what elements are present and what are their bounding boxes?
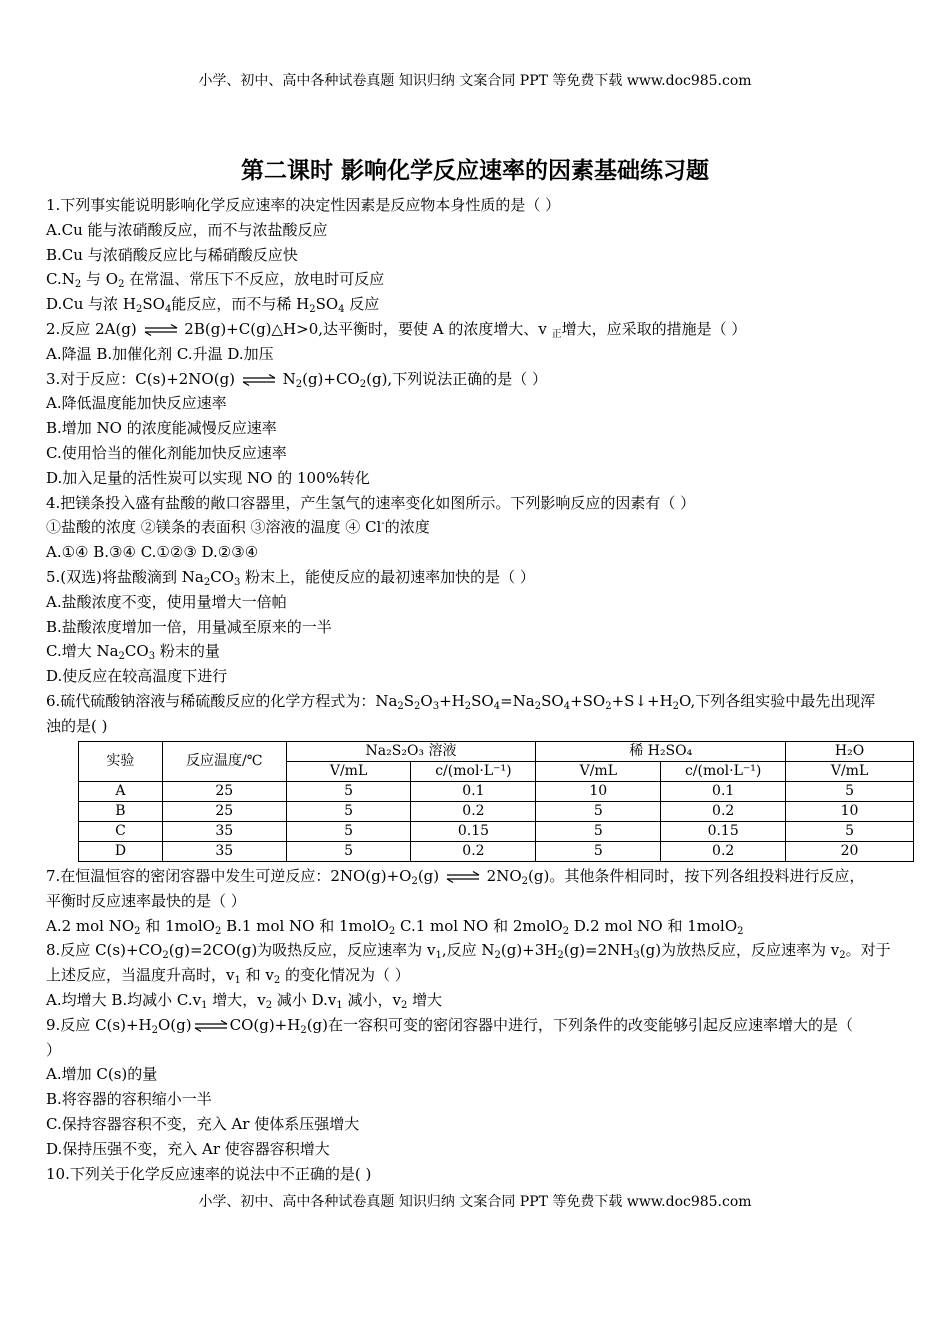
- subheader-volume: V/mL: [286, 762, 411, 782]
- text-run: =Na: [500, 691, 535, 710]
- text-run: A.①④ B.③④ C.①②③ D.②③④: [46, 543, 259, 562]
- text-run: 的变化情况为（ ）: [280, 966, 410, 985]
- text-run: A.增加 C(s)的量: [46, 1065, 158, 1084]
- subheader-concentration: c/(mol·L⁻¹): [411, 762, 536, 782]
- text-run: 6.硫代硫酸钠溶液与稀硫酸反应的化学方程式为：Na: [46, 691, 398, 710]
- q5-stem: [46, 565, 914, 590]
- text-run: +H: [439, 691, 465, 710]
- subscript: 2: [118, 279, 125, 291]
- subscript: 3: [148, 651, 156, 663]
- subscript: 2: [203, 576, 211, 588]
- cell-acid-concentration: 0.2: [661, 842, 786, 862]
- cell-acid-volume: 5: [536, 842, 661, 862]
- cell-acid-concentration: 0.15: [661, 822, 786, 842]
- cell-temperature: 25: [162, 782, 286, 802]
- text-run: (g)+CO: [302, 369, 360, 388]
- text-run: 2.反应 2A(g): [46, 319, 142, 338]
- subscript: 2: [300, 1024, 307, 1036]
- text-run: B.将容器的容积缩小一半: [46, 1090, 212, 1109]
- subscript: 2: [414, 700, 421, 712]
- cell-acid-concentration: 0.2: [661, 802, 786, 822]
- equilibrium-arrow-icon: [144, 324, 178, 336]
- subscript: 2: [136, 304, 143, 316]
- cell-temperature: 35: [162, 822, 286, 842]
- text-run: 与 O: [81, 270, 119, 289]
- experiment-table: [78, 741, 914, 862]
- text-run: 粉末的量: [155, 642, 220, 661]
- cell-water-volume: 5: [786, 822, 914, 842]
- cell-na-concentration: 0.15: [411, 822, 536, 842]
- text-run: (g)为放热反应，反应速率为 v: [639, 941, 840, 960]
- cell-experiment: A: [79, 782, 163, 802]
- cell-acid-concentration: 0.1: [661, 782, 786, 802]
- text-run: B.Cu 与浓硝酸反应比与稀硝酸反应快: [46, 245, 298, 264]
- q8-stem-2: [46, 963, 914, 988]
- q7-stem-2: [46, 889, 914, 914]
- q1-stem: [46, 193, 914, 218]
- subscript: 2: [265, 999, 273, 1011]
- subscript: 4: [563, 700, 571, 712]
- text-run: A.Cu 能与浓硝酸反应，而不与浓盐酸反应: [46, 220, 328, 239]
- q9-stem-1: [46, 1013, 914, 1038]
- text-run: SO: [142, 295, 165, 314]
- text-run: CO: [210, 567, 235, 586]
- subheader-volume: V/mL: [786, 762, 914, 782]
- subscript: 4: [338, 304, 345, 316]
- text-run: 10.下列关于化学反应速率的说法中不正确的是( ): [46, 1164, 372, 1183]
- text-run: 3.对于反应：C(s)+2NO(g): [46, 369, 240, 388]
- q1-option-c: [46, 267, 914, 292]
- text-run: 2NO: [481, 867, 522, 885]
- questions-part-1: [46, 193, 914, 739]
- q8-stem-1: [46, 938, 914, 963]
- q1-option-a: [46, 218, 914, 243]
- subscript: 2: [839, 950, 846, 962]
- cell-na-volume: 5: [286, 802, 411, 822]
- subscript: 2: [359, 378, 367, 390]
- text-run: D.Cu 与浓 H: [46, 295, 137, 314]
- q3-option-d: [46, 466, 914, 491]
- subscript: 2: [74, 279, 82, 291]
- text-run: 反应: [344, 295, 380, 314]
- subscript: 2: [494, 950, 501, 962]
- q3-stem: [46, 367, 914, 392]
- q5-option-c: [46, 639, 914, 664]
- q7-options: [46, 914, 914, 939]
- text-run: ,反应 N: [441, 941, 495, 960]
- text-run: 减小，v: [342, 990, 402, 1009]
- text-run: B.盐酸浓度增加一倍，用量减至原来的一半: [46, 617, 332, 636]
- text-run: A.均增大 B.均减小 C.v: [46, 990, 202, 1009]
- subscript: 3: [234, 576, 241, 588]
- subheader-concentration: c/(mol·L⁻¹): [661, 762, 786, 782]
- subscript: 2: [151, 1024, 158, 1036]
- text-run: A.2 mol NO: [46, 916, 135, 935]
- text-run: 和 1molO: [140, 916, 215, 935]
- subscript: 2: [134, 925, 141, 937]
- q9-option-c: [46, 1112, 914, 1137]
- q1-option-b: [46, 243, 914, 268]
- text-run: 5.(双选)将盐酸滴到 Na: [46, 567, 204, 586]
- cell-water-volume: 10: [786, 802, 914, 822]
- text-run: D.2 mol NO 和 1molO: [569, 916, 738, 935]
- subscript: 2: [562, 925, 570, 937]
- cell-experiment: C: [79, 822, 163, 842]
- text-run: (g): [417, 867, 444, 885]
- text-run: D.使反应在较高温度下进行: [46, 667, 228, 686]
- text-run: 能反应，而不与稀 H: [171, 295, 310, 314]
- subscript: 2: [411, 876, 418, 887]
- subscript: 1: [234, 975, 241, 987]
- superscript: -: [381, 518, 385, 530]
- text-run: B.1 mol NO 和 1molO: [221, 916, 389, 935]
- text-run: 4.把镁条投入盛有盐酸的敞口容器里，产生氢气的速率变化如图所示。下列影响反应的因素有（ ）: [46, 493, 696, 512]
- text-run: 2B(g)+C(g)△H>0,达平衡时，要使 A 的浓度增大、v: [179, 319, 552, 338]
- subscript: 2: [401, 999, 408, 1011]
- subscript: 2: [605, 700, 612, 712]
- cell-na-volume: 5: [286, 842, 411, 862]
- page-title: 第二课时 影响化学反应速率的因素基础练习题: [240, 158, 709, 184]
- text-run: A.降低温度能加快反应速率: [46, 394, 227, 413]
- text-run: A.盐酸浓度不变，使用量增大一倍帕: [46, 592, 287, 611]
- q3-option-b: [46, 416, 914, 441]
- subheader-volume: V/mL: [536, 762, 661, 782]
- header-dilute-h2so4: 稀 H₂SO₄: [536, 742, 786, 762]
- q8-options: [46, 988, 914, 1013]
- text-run: 在常温、常压下不反应，放电时可反应: [124, 270, 385, 289]
- subscript: 1: [435, 950, 442, 962]
- text-run: (g),下列说法正确的是（ ）: [366, 369, 547, 388]
- text-run: 8.反应 C(s)+CO: [46, 941, 163, 960]
- equilibrium-arrow-icon: [194, 1020, 228, 1032]
- cell-water-volume: 20: [786, 842, 914, 862]
- text-run: +SO: [570, 691, 606, 710]
- text-run: 增大，应采取的措施是（ ）: [561, 319, 747, 338]
- table-row: [79, 782, 914, 802]
- header-experiment: 实验: [79, 742, 163, 782]
- q4-factors: [46, 515, 914, 540]
- table-row: [79, 842, 914, 862]
- subscript: 2: [273, 975, 281, 987]
- text-run: 。对于: [845, 941, 891, 960]
- text-run: 和 v: [240, 966, 274, 985]
- q6-stem-1: [46, 689, 914, 714]
- subscript: 3: [633, 950, 640, 962]
- cell-acid-volume: 5: [536, 822, 661, 842]
- cell-temperature: 25: [162, 802, 286, 822]
- text-run: +S↓+H: [611, 691, 673, 710]
- equilibrium-arrow-icon: [242, 374, 276, 386]
- text-run: 1.下列事实能说明影响化学反应速率的决定性因素是反应物本身性质的是（ ）: [46, 196, 561, 214]
- q5-option-b: [46, 615, 914, 640]
- text-run: CO: [124, 642, 149, 661]
- text-run: D.加入足量的活性炭可以实现 NO 的 100%转化: [46, 468, 370, 487]
- q5-option-a: [46, 590, 914, 615]
- q2-stem: [46, 317, 914, 342]
- subscript: 2: [388, 925, 396, 937]
- text-run: N: [277, 369, 296, 388]
- q1-option-d: [46, 292, 914, 317]
- cell-na-volume: 5: [286, 782, 411, 802]
- q9-option-b: [46, 1087, 914, 1112]
- page-footer: 小学、初中、高中各种试卷真题 知识归纳 文案合同 PPT 等免费下载 www.doc985.com: [198, 1194, 752, 1210]
- text-run: D.保持压强不变，充入 Ar 使容器容积增大: [46, 1139, 330, 1158]
- cell-na-volume: 5: [286, 822, 411, 842]
- subscript: 正: [551, 328, 562, 340]
- text-run: B.增加 NO 的浓度能减慢反应速率: [46, 419, 277, 438]
- subscript: 2: [672, 700, 680, 712]
- text-run: 减小 D.v: [272, 990, 337, 1009]
- subscript: 2: [162, 950, 169, 962]
- subscript: 3: [432, 700, 440, 712]
- subscript: 4: [164, 304, 172, 316]
- text-run: C.保持容器容积不变，充入 Ar 使体系压强增大: [46, 1114, 360, 1133]
- text-run: C.1 mol NO 和 2molO: [395, 916, 563, 935]
- header-water: H₂O: [786, 742, 914, 762]
- q9-stem-2: [46, 1038, 914, 1063]
- subscript: 2: [521, 876, 529, 887]
- q5-option-d: [46, 664, 914, 689]
- cell-experiment: D: [79, 842, 163, 862]
- cell-na-concentration: 0.2: [411, 802, 536, 822]
- text-run: CO(g)+H: [229, 1015, 301, 1034]
- text-run: SO: [541, 691, 564, 710]
- q4-options: [46, 540, 914, 565]
- cell-na-concentration: 0.1: [411, 782, 536, 802]
- text-run: (g)+3H: [500, 941, 558, 960]
- q6-stem-2: [46, 714, 914, 739]
- subscript: 2: [397, 700, 404, 712]
- text-run: 7.在恒温恒容的密闭容器中发生可逆反应：2NO(g)+O: [46, 867, 412, 885]
- q3-option-a: [46, 391, 914, 416]
- text-run: 上述反应，当温度升高时，v: [46, 966, 235, 985]
- experiment-table-wrap: [78, 741, 914, 862]
- subscript: 4: [493, 700, 501, 712]
- subscript: 2: [557, 950, 564, 962]
- text-run: C.N: [46, 270, 75, 289]
- text-run: SO: [315, 295, 339, 314]
- cell-acid-volume: 5: [536, 802, 661, 822]
- cell-water-volume: 5: [786, 782, 914, 802]
- questions-part-2: [46, 864, 914, 1186]
- q4-stem: [46, 491, 914, 516]
- subscript: 2: [737, 925, 744, 937]
- q9-option-a: [46, 1062, 914, 1087]
- text-run: (g)在一容积可变的密闭容器中进行，下列条件的改变能够引起反应速率增大的是（: [306, 1015, 854, 1034]
- subscript: 2: [309, 304, 316, 316]
- cell-acid-volume: 10: [536, 782, 661, 802]
- text-run: S: [403, 691, 415, 710]
- subscript: 2: [118, 651, 125, 663]
- text-run: C.使用恰当的催化剂能加快反应速率: [46, 443, 287, 462]
- text-run: 粉末上，能使反应的最初速率加快的是（ ）: [240, 567, 535, 586]
- text-run: ①盐酸的浓度 ②镁条的表面积 ③溶液的温度 ④ Cl: [46, 518, 382, 537]
- text-run: 增大: [407, 990, 443, 1009]
- q10-stem: [46, 1162, 914, 1187]
- text-run: ）: [46, 1040, 62, 1059]
- q3-option-c: [46, 441, 914, 466]
- q2-options: [46, 342, 914, 367]
- text-run: (g)。其他条件相同时，按下列各组投料进行反应，: [528, 867, 865, 885]
- cell-temperature: 35: [162, 842, 286, 862]
- text-run: (g)=2CO(g)为吸热反应，反应速率为 v: [168, 941, 436, 960]
- text-run: SO: [471, 691, 494, 710]
- subscript: 1: [336, 999, 343, 1011]
- text-run: O: [420, 691, 433, 710]
- subscript: 1: [201, 999, 208, 1011]
- header-na2s2o3-solution: Na₂S₂O₃ 溶液: [286, 742, 536, 762]
- q9-option-d: [46, 1137, 914, 1162]
- subscript: 2: [214, 925, 222, 937]
- subscript: 2: [464, 700, 472, 712]
- subscript: 2: [534, 700, 542, 712]
- q7-stem-1: [46, 864, 914, 889]
- cell-experiment: B: [79, 802, 163, 822]
- text-run: 的浓度: [384, 518, 430, 537]
- cell-na-concentration: 0.2: [411, 842, 536, 862]
- subscript: 2: [295, 378, 303, 390]
- page-header: 小学、初中、高中各种试卷真题 知识归纳 文案合同 PPT 等免费下载 www.doc985.com: [198, 73, 752, 89]
- text-run: O,下列各组实验中最先出现浑: [679, 691, 876, 710]
- text-run: 9.反应 C(s)+H: [46, 1015, 152, 1034]
- table-row: [79, 822, 914, 842]
- text-run: A.降温 B.加催化剂 C.升温 D.加压: [46, 344, 274, 363]
- equilibrium-arrow-icon: [446, 871, 480, 883]
- header-temperature: 反应温度/℃: [162, 742, 286, 782]
- text-run: 浊的是( ): [46, 716, 108, 735]
- text-run: (g)=2NH: [563, 941, 634, 960]
- text-run: O(g): [157, 1015, 192, 1034]
- text-run: 增大，v: [207, 990, 266, 1009]
- text-run: 平衡时反应速率最快的是（ ）: [46, 891, 246, 910]
- text-run: C.增大 Na: [46, 642, 119, 661]
- table-row: [79, 802, 914, 822]
